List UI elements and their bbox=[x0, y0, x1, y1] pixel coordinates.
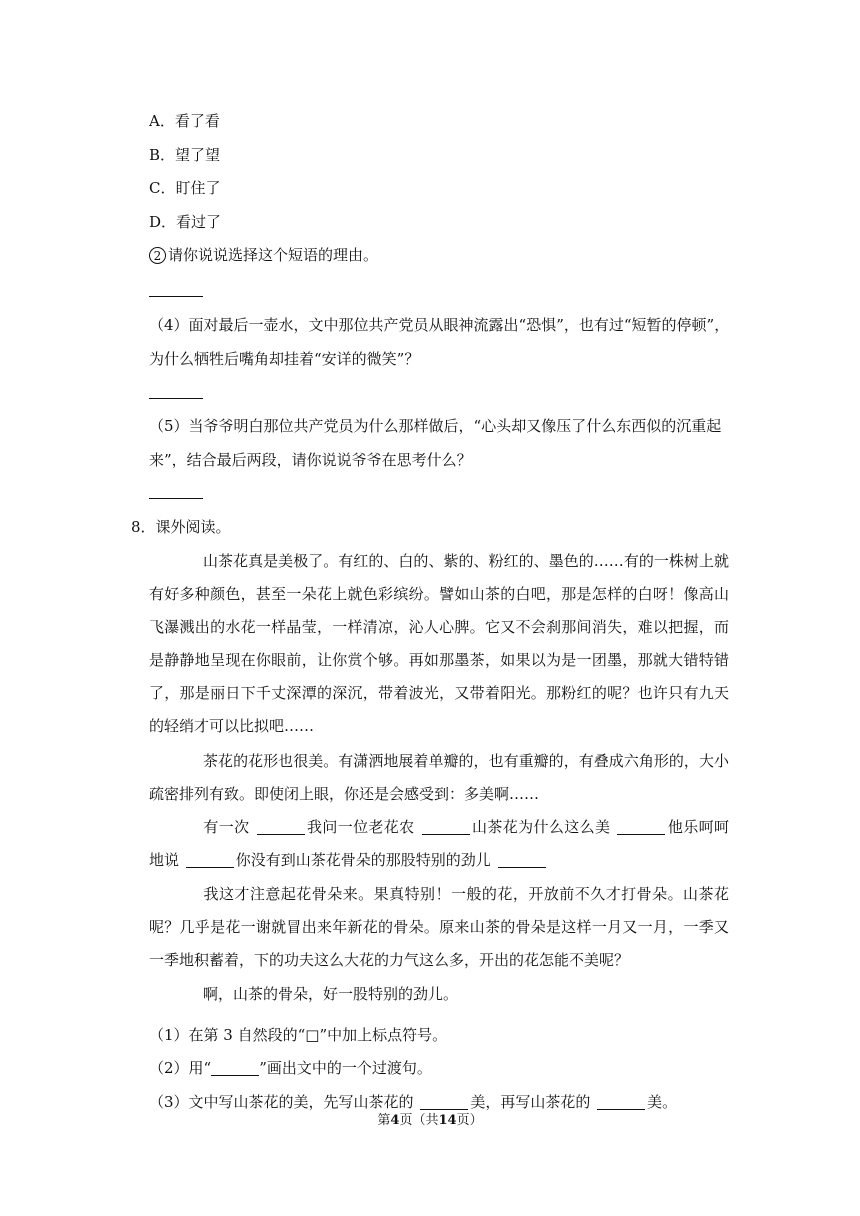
option-b: B．望了望 bbox=[149, 146, 221, 164]
option-c: C．盯住了 bbox=[149, 179, 221, 197]
option-a: A．看了看 bbox=[149, 112, 220, 130]
punctuation-blank[interactable] bbox=[498, 852, 546, 868]
reading-paragraph-4: 我这才注意起花骨朵来。果真特别！一般的花，开放前不久才打骨朵。山茶花呢？几乎是花一谢就冒出来年新花的骨朵。原来山茶的骨朵是这样一月又一月，一季又一季地积蓄着，下的功夫这么大花的力气这么多，开出的花怎能不美呢？ bbox=[149, 885, 729, 969]
question-8-sub-1: （1）在第 3 自然段的“□”中加上标点符号。 bbox=[149, 1026, 448, 1044]
question-5-line-2: 来”，结合最后两段，请你说说爷爷在思考什么？ bbox=[149, 451, 472, 469]
question-8-sub-2: （2）用“ ”画出文中的一个过渡句。 bbox=[149, 1059, 432, 1077]
question-3-sub-2-text: 请你说说选择这个短语的理由。 bbox=[168, 246, 379, 264]
question-5-line-1: （5）当爷爷明白那位共产党员为什么那样做后，“心头却又像压了什么东西似的沉重起 bbox=[149, 417, 722, 435]
circled-number: 2 bbox=[149, 247, 166, 264]
question-4-line-2: 为什么牺牲后嘴角却挂着“安详的微笑”？ bbox=[149, 350, 420, 368]
page-total: 14 bbox=[438, 1113, 457, 1128]
question-3-sub-2 bbox=[149, 245, 378, 265]
answer-line bbox=[149, 498, 203, 499]
punctuation-blank[interactable] bbox=[186, 852, 234, 868]
punctuation-blank[interactable] bbox=[257, 819, 305, 835]
option-d: D．看过了 bbox=[149, 213, 222, 231]
reading-paragraph-2: 茶花的花形也很美。有潇洒地展着单瓣的，也有重瓣的，有叠成六角形的，大小疏密排列有致。即使闭上眼，你还是会感受到：多美啊…… bbox=[149, 752, 729, 803]
question-8-heading: 8．课外阅读。 bbox=[131, 518, 231, 536]
reading-paragraph-1: 山茶花真是美极了。有红的、白的、紫的、粉红的、墨色的……有的一株树上就有好多种颜色，甚至一朵花上就色彩缤纷。譬如山茶的白吧，那是怎样的白呀！像高山飞瀑溅出的水花一样晶莹，一样清凉，沁人心脾。它又不会刹那间消失，难以把握，而是静静地呈现在你眼前，让你赏个够。再如那墨茶，如果以为是一团墨，那就大错特错了，那是丽日下千丈深潭的深沉，带着波光，又带着阳光。那粉红的呢？也许只有九天的轻绡才可以比拟吧…… bbox=[149, 552, 729, 735]
page-number: 4 bbox=[390, 1113, 400, 1128]
answer-line bbox=[149, 296, 203, 297]
question-8-sub-3: （3）文中写山茶花的美，先写山茶花的 美，再写山茶花的 美。 bbox=[149, 1093, 678, 1111]
underline-sample bbox=[211, 1060, 259, 1076]
question-4-line-1: （4）面对最后一壶水，文中那位共产党员从眼神流露出“恐惧”，也有过“短暂的停顿”， bbox=[149, 316, 730, 334]
reading-paragraph-5: 啊，山茶的骨朵，好一股特别的劲儿。 bbox=[203, 985, 459, 1003]
reading-paragraph-3: 有一次 我问一位老花农 山茶花为什么这么美 他乐呵呵地说 你没有到山茶花骨朵的那股特别的劲儿 bbox=[149, 818, 729, 869]
punctuation-blank[interactable] bbox=[422, 819, 470, 835]
punctuation-blank[interactable] bbox=[617, 819, 665, 835]
answer-line bbox=[149, 398, 203, 399]
answer-blank[interactable] bbox=[420, 1094, 468, 1110]
answer-blank[interactable] bbox=[597, 1094, 645, 1110]
page-footer: 第4页（共14页） bbox=[377, 1113, 483, 1128]
